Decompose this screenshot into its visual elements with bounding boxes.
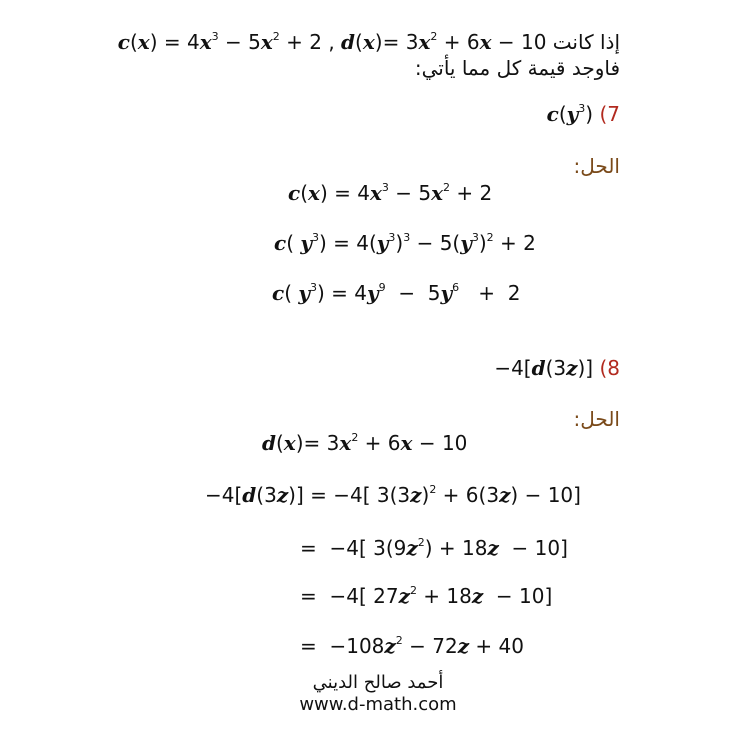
p7-step-3: c( $y^3) = 4y^9 - 5y^6 + 2$	[272, 281, 521, 305]
p8-step-3: = −4[ $3(9z^2) + 18z - 10$]	[300, 536, 568, 560]
p8-step-5: = $-108z^2 - 72z + 40$	[300, 634, 524, 658]
website-url: www.d-math.com	[299, 694, 457, 715]
solution-label-7: الحل:	[573, 154, 620, 178]
intro-condition: إذا كانت	[552, 30, 620, 54]
dx-definition: $d(x)= 3x^2 + 6x - 10$	[341, 30, 547, 54]
solution-label-8: الحل:	[573, 407, 620, 431]
p7-step-2: c( $y^3) = 4(y^3)^3 - 5(y^3)^2 + 2$	[274, 231, 536, 255]
p8-step-2: −4[d(3z)] = −4[ $3(3z)^2 + 6(3z) - 10$]	[205, 483, 581, 507]
intro-instruction: فاوجد قيمة كل مما يأتي:	[414, 56, 620, 80]
problem-7-expression: $c(y^3)$	[546, 102, 594, 126]
intro-line: $c(x) = 4x^3 - 5x^2 + 2$ , $d(x)= 3x^2 + 6x - 10$ إذا كانت	[117, 30, 620, 54]
cx-definition: $c(x) = 4x^3 - 5x^2 + 2$	[117, 30, 322, 54]
p8-step-1: $d(x)= 3x^2 + 6x - 10$	[262, 431, 468, 455]
p8-step-4: = −4[ $27z^2 + 18z - 10$]	[300, 584, 553, 608]
problem-7-number: 7)	[599, 102, 620, 126]
p7-step-1: $c(x) = 4x^3 - 5x^2 + 2$	[288, 181, 493, 205]
problem-7-heading	[547, 104, 620, 124]
problem-8-heading	[494, 358, 620, 378]
problem-8-expression: −4[d(3z)]	[494, 356, 594, 380]
problem-8-number: 8)	[599, 356, 620, 380]
author-name: أحمد صالح الديني	[312, 672, 444, 693]
